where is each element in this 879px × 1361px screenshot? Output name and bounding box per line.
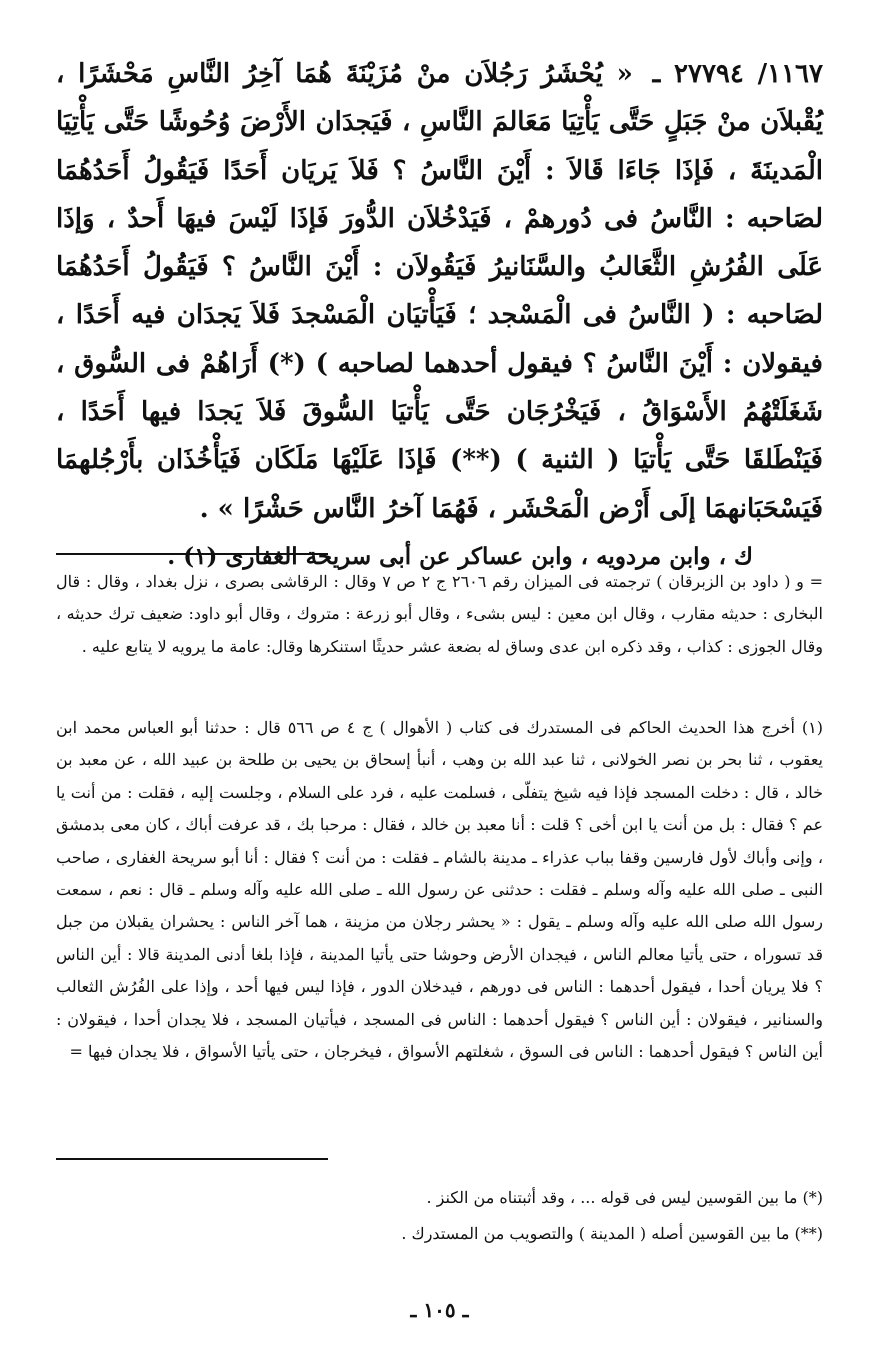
footnote-continuation <box>56 566 823 663</box>
footnote-1-text: (١) أخرج هذا الحديث الحاكم فى المستدرك فى كتاب ( الأهوال ) ج ٤ ص ٥٦٦ قال : حدثنا أبو العباس محمد ابن يعقوب ، ثنا بحر بن نصر الخولانى ، ثنا عبد الله بن وهب ، أنبأ إسحاق بن يحيى بن طلحة بن عبيد الله ، عن معبد بن خالد ، قال : دخلت المسجد فإذا فيه شيخ يتفلّى ، فسلمت عليه ، فرد على السلام ، وجلست إليه ، فقلت : من أنت يا عم ؟ فقال : بل من أنت يا ابن أخى ؟ قلت : أنا معبد بن خالد ، فقال : مرحبا بك ، قد عرفت أباك ، كان معى بدمشق ، وإنى وأباك لأول فارسين وقفا بباب عذراء ـ مدينة بالشام ـ فقلت : من أنت ؟ فقال : أنا أبو سريحة الغفارى ، صاحب النبى ـ صلى الله عليه وآله وسلم ـ فقلت : حدثنى عن رسول الله ـ صلى الله عليه وآله وسلم ـ قال : نعم ، سمعت رسول الله صلى الله عليه وآله وسلم ـ يقول : « يحشر رجلان من مزينة ، هما آخر الناس : يحشران يقبلان من جبل قد تسوراه ، حتى يأتيا معالم الناس ، فيجدان الأرض وحوشا حتى يأتيا المدينة ، فإذا بلغا أدنى المدينة قالا : أين الناس ؟ فلا يريان أحدا ، فيقول أحدهما : الناس فى دورهم ، فيدخلان الدور ، فإذا ليس فيها أحد ، وإذا على الفُرُش الثعالب والسنانير ، فيقولان : أين الناس ؟ فيقول أحدهما : الناس فى المسجد ، فيأتيان المسجد ، فلا يجدان أحدا ، فيقولان : أين الناس ؟ فيقول أحدهما : الناس فى السوق ، شغلتهم الأسواق ، فيخرجان ، حتى يأتيا الأسواق ، فلا يجدان فيها = <box>56 718 824 1062</box>
footnote-1 <box>56 712 823 1068</box>
footnote-separator <box>56 553 328 555</box>
editor-notes <box>56 1180 823 1252</box>
hadith-number: ١١٦٧/ ٢٧٧٩٤ ـ <box>652 59 823 89</box>
page-number: ـ ١٠٥ ـ <box>410 1298 469 1322</box>
editor-note-1: (*) ما بين القوسين ليس فى قوله ... ، وقد أثبتناه من الكنز . <box>426 1188 823 1207</box>
notes-separator <box>56 1158 328 1160</box>
hadith-paragraph <box>56 50 823 533</box>
footnote-continuation-text: = و ( داود بن الزبرقان ) ترجمته فى الميزان رقم ٢٦٠٦ ج ٢ ص ٧ وقال : الرقاشى بصرى ، نزل بغداد ، وقال : قال البخارى : حديثه مقارب ، وقال ابن معين : ليس بشىء ، وقال أبو زرعة : متروك ، وقال أبو داود: ضعيف ترك حديثه ، وقال الجوزى : كذاب ، وقد ذكره ابن عدى وساق له بضعة عشر حديثًا استنكرها وقال: عامة ما يرويه لا يتابع عليه . <box>56 572 824 656</box>
editor-note-2: (**) ما بين القوسين أصله ( المدينة ) والتصويب من المستدرك . <box>401 1224 823 1243</box>
hadith-text: « يُحْشَرُ رَجُلاَن منْ مُزَيْنَةَ هُمَا آخِرُ النَّاسِ مَحْشَرًا ، يُقْبلاَن منْ جَبَلٍ حَتَّى يَأْتِيَا مَعَالمَ النَّاسِ ، فَيَجدَان الأَرْضَ وُحُوشًا حَتَّى يَأْتِيَا الْمَدينَةَ ، فَإذَا جَاءَا قَالاَ : أَيْنَ النَّاسُ ؟ فَلاَ يَريَان أَحَدًا فَيَقُولُ أَحَدُهُمَا لصَاحبه : النَّاسُ فى دُورهمْ ، فَيَدْخُلاَن الدُّورَ فَإذَا لَيْسَ فيهَا أَحدٌ ، وَإذَا عَلَى الفُرُشِ الثَّعَالبُ والسَّنَانيرُ فَيَقُولاَن : أَيْنَ النَّاسُ ؟ فَيَقُولُ أَحَدُهُمَا لصَاحبه : ( النَّاسُ فى الْمَسْجد ؛ فَيَأْتيَان الْمَسْجدَ فَلاَ يَجدَان فيه أَحَدًا ، فيقولان : أَيْنَ النَّاسُ ؟ فيقول أحدهما لصاحبه ) (*) أَرَاهُمْ فى السُّوق ، شَغَلَتْهُمُ الأَسْوَاقُ ، فَيَخْرُجَان حَتَّى يَأْتيَا السُّوقَ فَلاَ يَجدَا فيها أَحَدًا ، فَيَنْطَلقَا حَتَّى يَأْتيَا ( الثنية ) (**) فَإذَا عَلَيْهَا مَلَكَان فَيَأْخُذَان بأَرْجُلهمَا فَيَسْحَبَانهمَا إلَى أَرْض الْمَحْشَر ، فَهُمَا آخرُ النَّاس حَشْرًا » . <box>56 59 823 524</box>
hadith-entry <box>56 50 823 577</box>
hadith-source: ك ، وابن مردويه ، وابن عساكر عن أبى سريحة الغفارى (١) . <box>167 542 753 570</box>
